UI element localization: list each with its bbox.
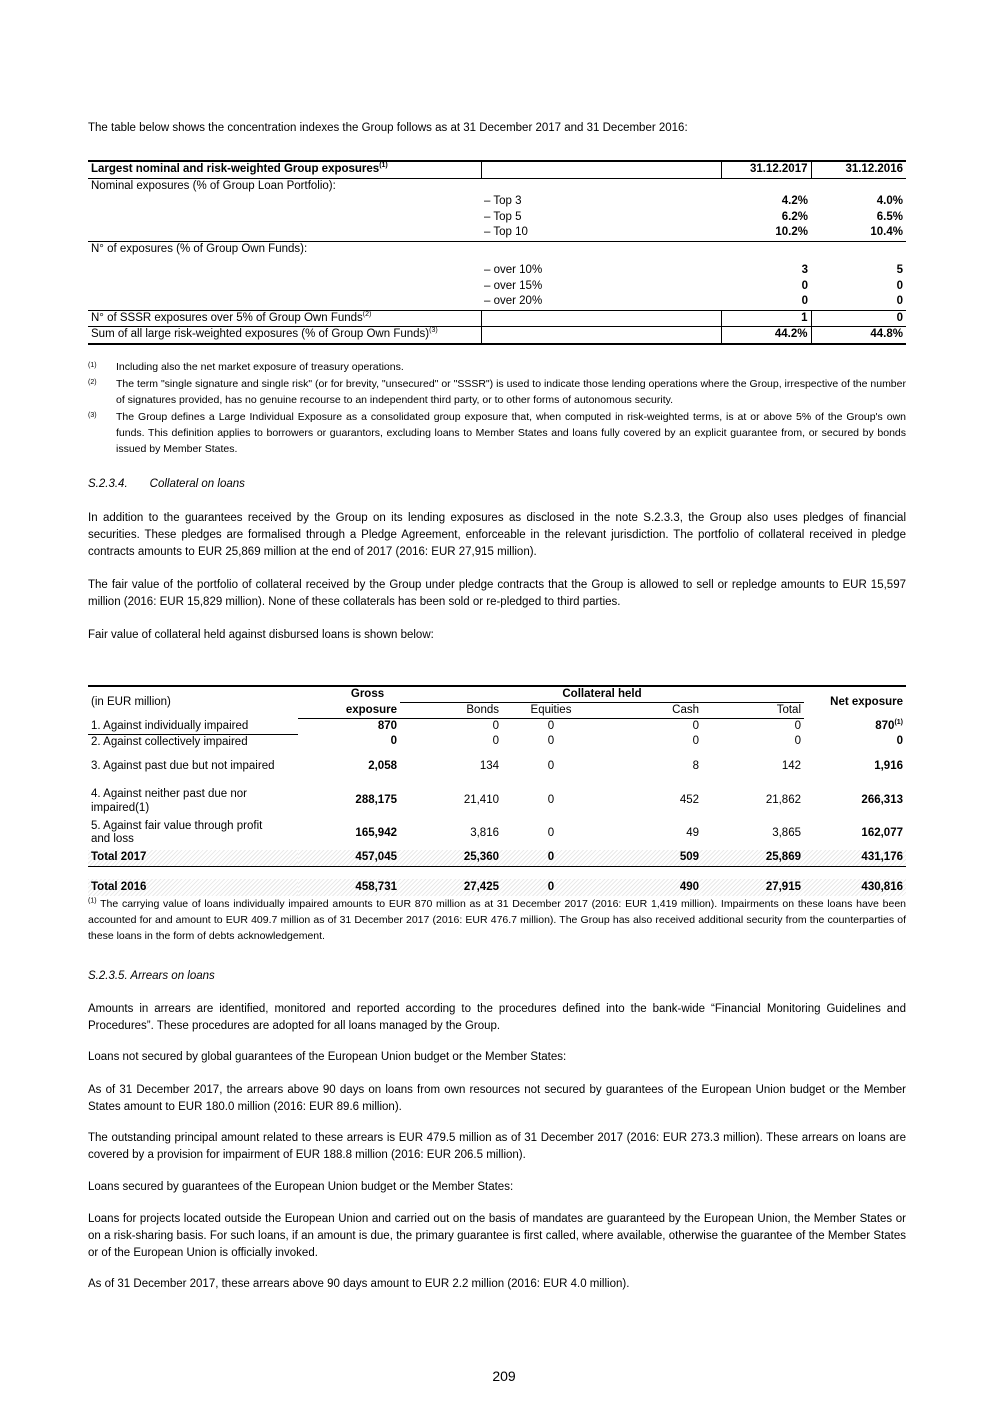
table-row: N° of SSSR exposures over 5% of Group Own Funds$^{(2)}$ 1 0 [88, 310, 906, 327]
paragraph: The outstanding principal amount related to these arrears is EUR 479.5 million as of 31 December 2017 (2016: EUR 273.3 million). These arrears on loans are covered by a provision for impairment of EUR 188.8 million (2016: EUR 206.5 million). [88, 1132, 906, 1161]
paragraph: As of 31 December 2017, these arrears above 90 days amount to EUR 2.2 million (2016: EUR 4.0 million). [88, 1278, 630, 1290]
footnotes [88, 359, 906, 458]
total-row-2016: Total 2016 458,731 27,425 0 490 27,915 430,816 [88, 878, 906, 896]
section-heading: S.2.3.4. Collateral on loans [88, 478, 245, 490]
paragraph: Loans secured by guarantees of the European Union budget or the Member States: [88, 1181, 514, 1193]
table-row: – Top 3 4.2% 4.0% [484, 195, 903, 207]
table-row: – Top 10 10.2% 10.4% [88, 225, 906, 241]
col-2016: 31.12.2016 [811, 161, 906, 178]
table-row: 3. Against past due but not impaired 2,058 134 0 8 142 1,916 [91, 759, 903, 772]
table-row: 4. Against neither past due nor impaired(1) 288,175 21,410 0 452 21,862 266,313 [91, 787, 903, 814]
footnote: (3) The Group defines a Large Individual Exposure as a consolidated group exposure that, when computed in risk-weighted terms, is at or above 5% of the Group's own funds. This definition applies to borrowers or guarantors, excluding loans to Member States and loans fully covered by an explicit guarantee from, or secured by bonds issued by Member States. [88, 411, 906, 455]
paragraph: The fair value of the portfolio of collateral received by the Group under pledge contracts that the Group is allowed to sell or repledge amounts to EUR 15,597 million (2016: EUR 15,829 million). None of these collaterals has been sold or re-pledged to third parties. [88, 579, 906, 608]
concentration-table [88, 160, 906, 345]
table-row: 1. Against individually impaired 870 0 0 0 0 870$^{(1)}$ [88, 719, 906, 735]
paragraph: In addition to the guarantees received by the Group on its lending exposures as disclosed in the note S.2.3.3, the Group also uses pledges of financial securities. These pledges are formalised through a Pledge Agreement, enforceable in the relevant jurisdiction. The portfolio of collateral received in pledge contracts amounts to EUR 25,869 million at the end of 2017 (2016: EUR 27,915 million). [88, 512, 906, 558]
table-row: – Top 5 6.2% 6.5% [484, 210, 903, 223]
table-footnote: $^{(1)}$ The carrying value of loans individually impaired amounts to EUR 870 million as at 31 December 2017 (2016: EUR 1,419 million). Impairments on these loans have been accounted for and amount to EUR 409.7 million as of 31 December 2017 (2016: EUR 476.7 million). The Group has also received additional security from the counterparties of these loans in the form of debts acknowledgement. [88, 897, 906, 942]
paragraph: Fair value of collateral held against disbursed loans is shown below: [88, 629, 434, 641]
table-row: Sum of all large risk-weighted exposures (% of Group Own Funds)$^{(3)}$ 44.2% 44.8% [88, 327, 906, 344]
paragraph: As of 31 December 2017, the arrears above 90 days on loans from own resources not secured by guarantees of the European Union budget or the Member States amount to EUR 180.0 million (2016: EUR 89.6 million). [88, 1084, 906, 1113]
table-row: – over 10% 3 5 [484, 264, 903, 276]
footnote: (2) The term "single signature and single risk" (or for brevity, "unsecured" or "SSSR") is used to indicate those lending operations where the Group, irrespective of the number of signatures provided, has no genuine recourse to an independent third party, or to other forms of autonomous security. [88, 378, 906, 406]
table-row: 5. Against fair value through profit and loss 165,942 3,816 0 49 3,865 162,077 [91, 820, 903, 845]
section-heading: S.2.3.5. Arrears on loans [88, 970, 215, 982]
section-label-row: N° of exposures (% of Group Own Funds): [91, 242, 308, 255]
paragraph: Loans for projects located outside the European Union and carried out on the basis of mandates are guaranteed by the European Union, the Member States or on a risk-sharing basis. For such loans, if an amount is due, the primary guarantee is first called, where available, otherwise the guarantee of the Member States or of the European Union is officially invoked. [88, 1213, 906, 1259]
page-number: 209 [492, 1368, 516, 1384]
total-row-2017: Total 2017 457,045 25,360 0 509 25,869 431,176 [88, 849, 906, 867]
table-header-row: (in EUR million) Gross Collateral held Net exposure [91, 688, 903, 709]
table-header-row: Largest nominal and risk-weighted Group exposures$^{(1)}$ 31.12.2017 31.12.2016 [88, 161, 906, 178]
table-title: Largest nominal and risk-weighted Group exposures [91, 163, 380, 175]
footnote: (1) Including also the net market exposure of treasury operations. [88, 361, 404, 373]
paragraph: Loans not secured by global guarantees of the European Union budget or the Member States: [88, 1051, 567, 1063]
table-subheader-row: exposure Bonds Equities Cash Total [88, 703, 906, 719]
paragraph: Amounts in arrears are identified, monitored and reported according to the procedures defined into the bank-wide “Financial Monitoring Guidelines and Procedures”. These procedures are adopted for all loans managed by the Group. [88, 1003, 906, 1032]
col-2017: 31.12.2017 [721, 161, 811, 178]
collateral-held-header: Collateral held [400, 687, 804, 703]
section-label-row: Nominal exposures (% of Group Loan Portfolio): [91, 179, 336, 192]
intro-text: The table below shows the concentration indexes the Group follows as at 31 December 2017 and 31 December 2016: [88, 122, 688, 134]
collateral-table [88, 685, 906, 944]
table-row: – over 15% 0 0 [484, 279, 903, 292]
table-row: – over 20% 0 0 [88, 294, 906, 310]
table-row: 2. Against collectively impaired 0 0 0 0 0 0 [91, 735, 903, 748]
